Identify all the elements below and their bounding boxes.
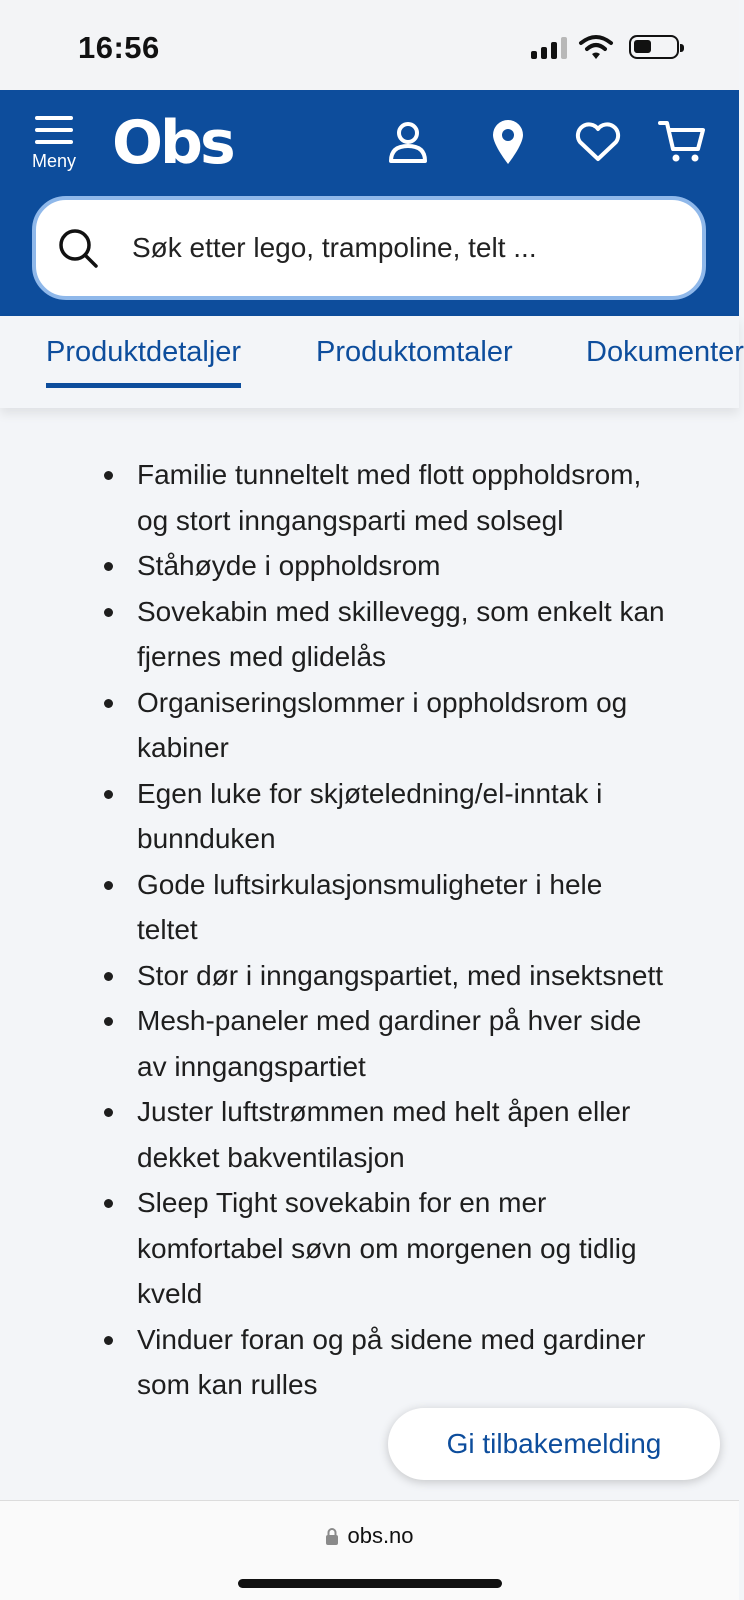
search-input[interactable] [132, 200, 672, 296]
list-item: Juster luftstrømmen med helt åpen eller dekket bakventilasjon [100, 1089, 670, 1180]
list-item: Sleep Tight sovekabin for en mer komfortabel søvn om morgenen og tidlig kveld [100, 1180, 670, 1317]
product-details-content [0, 408, 739, 1500]
tab-documents[interactable]: Dokumenter [586, 336, 744, 368]
battery-icon [629, 35, 679, 59]
list-item: Vinduer foran og på sidene med gardiner som kan rulles [100, 1317, 670, 1408]
hamburger-icon [35, 116, 73, 152]
obs-logo[interactable] [112, 108, 233, 178]
lock-icon [325, 1527, 339, 1545]
list-item: Gode luftsirkulasjonsmuligheter i hele teltet [100, 862, 670, 953]
list-item: Organiseringslommer i oppholdsrom og kabiner [100, 680, 670, 771]
list-item: Familie tunneltelt med flott oppholdsrom, og stort inngangsparti med solsegl [100, 452, 670, 543]
list-item: Egen luke for skjøteledning/el-inntak i bunnduken [100, 771, 670, 862]
status-bar [0, 0, 739, 90]
heart-icon [575, 122, 621, 162]
location-pin-icon [491, 119, 525, 165]
cellular-signal-icon [531, 35, 567, 59]
browser-bottom-bar [0, 1500, 739, 1600]
clock: 16:56 [78, 30, 160, 65]
list-item: Ståhøyde i oppholdsrom [100, 543, 670, 589]
store-locator-button[interactable] [484, 118, 532, 166]
feedback-button[interactable]: Gi tilbakemelding [388, 1408, 720, 1480]
cart-button[interactable] [658, 118, 706, 166]
user-icon [388, 121, 428, 163]
menu-label: Meny [31, 151, 76, 171]
list-item: Mesh-paneler med gardiner på hver side av inngangspartiet [100, 998, 670, 1089]
svg-text:Obs: Obs [112, 108, 233, 178]
feature-list [100, 452, 670, 1408]
list-item: Stor dør i inngangspartiet, med insektsnett [100, 953, 670, 999]
product-tabs [0, 316, 744, 408]
favorites-button[interactable] [574, 118, 622, 166]
tab-product-reviews[interactable]: Produktomtaler [316, 336, 513, 368]
wifi-icon [579, 34, 613, 60]
search-icon [56, 226, 102, 272]
status-icons [531, 34, 679, 60]
menu-button[interactable] [26, 116, 82, 172]
site-header [0, 90, 739, 316]
account-button[interactable] [384, 118, 432, 166]
shopping-cart-icon [658, 119, 706, 165]
search-bar [32, 196, 706, 300]
tab-product-details[interactable]: Produktdetaljer [46, 336, 241, 388]
list-item: Sovekabin med skillevegg, som enkelt kan fjernes med glidelås [100, 589, 670, 680]
address-bar[interactable] [0, 1523, 739, 1549]
url-text: obs.no [347, 1523, 414, 1548]
home-indicator[interactable] [238, 1579, 502, 1588]
